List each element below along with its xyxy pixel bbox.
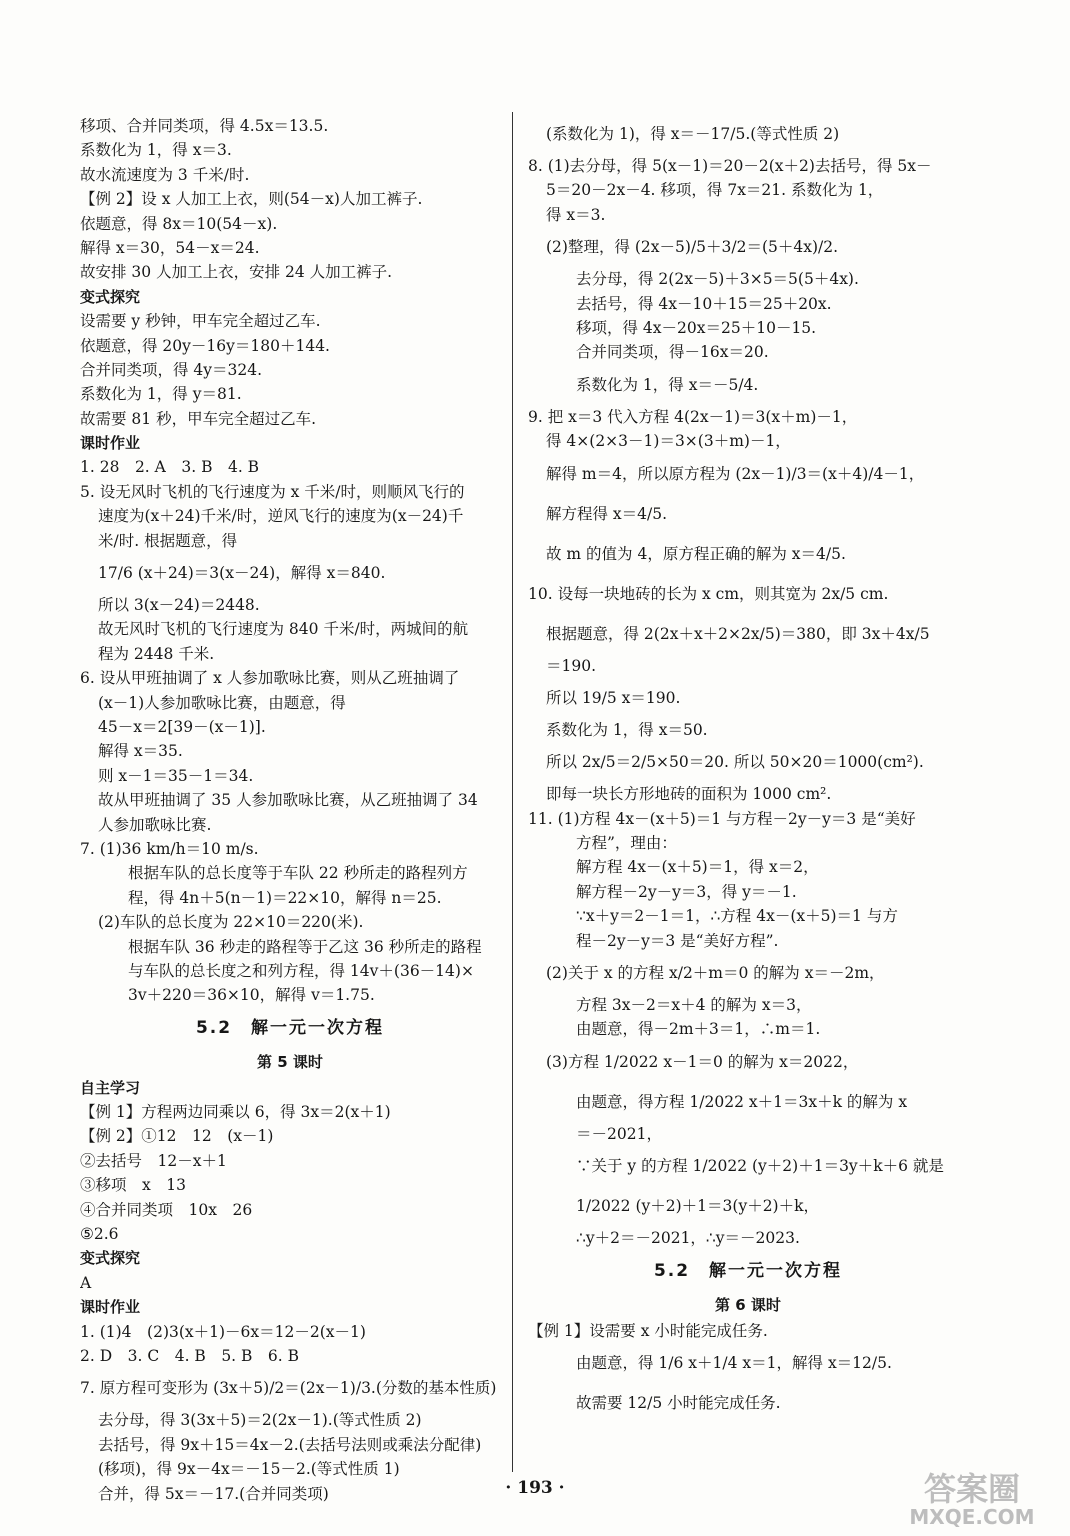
text-line: 由题意，得－2m＋3＝1，∴m＝1. xyxy=(576,1020,821,1039)
text-line: 速度为(x＋24)千米/时，逆风飞行的速度为(x－24)千 xyxy=(98,507,464,526)
text-line: A xyxy=(80,1273,92,1292)
text-line: 故 m 的值为 4，原方程正确的解为 x＝4/5. xyxy=(546,544,846,563)
text-line: 程－2y－y＝3 是“美好方程”. xyxy=(576,931,779,950)
text-line: (3)方程 1/2022 x－1＝0 的解为 x＝2022， xyxy=(546,1052,859,1071)
text-line: 由题意，得 1/6 x＋1/4 x＝1，解得 x＝12/5. xyxy=(576,1353,892,1372)
text-line: 方程”，理由： xyxy=(576,834,677,853)
text-line: 解方程－2y－y＝3，得 y＝－1. xyxy=(576,882,797,901)
text-line: 即每一块长方形地砖的面积为 1000 cm². xyxy=(546,785,832,804)
text-line: 解方程得 x＝4/5. xyxy=(546,504,668,523)
text-line: 程，得 4n＋5(n－1)＝22×10，解得 n＝25. xyxy=(128,888,442,907)
text-line: 第 6 课时 xyxy=(715,1295,781,1314)
text-line: 3v＋220＝36×10，解得 v＝1.75. xyxy=(128,986,375,1005)
text-line: ②去括号 12－x＋1 xyxy=(80,1151,227,1170)
text-line: 故需要 12/5 小时能完成任务. xyxy=(576,1393,781,1412)
text-line: ③移项 x 13 xyxy=(80,1176,186,1195)
text-line: 6. 设从甲班抽调了 x 人参加歌咏比赛，则从乙班抽调了 xyxy=(80,669,460,688)
text-line: 1. 28 2. A 3. B 4. B xyxy=(80,458,260,477)
text-line: ∴y＋2＝－2021，∴y＝－2023. xyxy=(576,1229,800,1248)
text-line: 系数化为 1，得 x＝－5/4. xyxy=(576,375,759,394)
text-line: 【例 1】设需要 x 小时能完成任务. xyxy=(528,1321,768,1340)
text-line: 移项，得 4x－20x＝25＋10－15. xyxy=(576,318,817,337)
text-line: 故水流速度为 3 千米/时. xyxy=(80,165,250,184)
text-line: 得 4×(2×3－1)＝3×(3＋m)－1， xyxy=(546,432,791,451)
text-line: 所以 3(x－24)＝2448. xyxy=(98,596,260,615)
text-line: 2. D 3. C 4. B 5. B 6. B xyxy=(80,1346,300,1365)
text-line: (系数化为 1)，得 x＝－17/5.(等式性质 2) xyxy=(546,125,840,143)
column-divider xyxy=(512,112,513,1472)
text-line: 【例 2】①12 12 (x－1) xyxy=(80,1127,274,1146)
text-line: 1/2022 (y＋2)＋1＝3(y＋2)＋k， xyxy=(576,1197,819,1216)
text-line: 系数化为 1，得 x＝3. xyxy=(80,141,232,160)
text-line: 米/时. 根据题意，得 xyxy=(98,531,238,550)
text-line: 第 5 课时 xyxy=(257,1052,323,1071)
text-line: (移项)，得 9x－4x＝－15－2.(等式性质 1) xyxy=(98,1460,400,1479)
text-line: 故安排 30 人加工上衣，安排 24 人加工裤子. xyxy=(80,263,393,282)
text-line: 解得 x＝35. xyxy=(98,742,183,761)
text-line: ∵关于 y 的方程 1/2022 (y＋2)＋1＝3y＋k＋6 就是 xyxy=(576,1157,944,1176)
text-line: 故无风时飞机的飞行速度为 840 千米/时，两城间的航 xyxy=(98,620,469,639)
text-line: 8. (1)去分母，得 5(x－1)＝20－2(x＋2)去括号，得 5x－ xyxy=(528,157,932,175)
text-line: ∵x＋y＝2－1＝1，∴方程 4x－(x＋5)＝1 与方 xyxy=(576,907,898,926)
text-line: 方程 3x－2＝x＋4 的解为 x＝3， xyxy=(576,996,812,1015)
text-line: 合并同类项，得－16x＝20. xyxy=(576,343,769,362)
text-line: 所以 19/5 x＝190. xyxy=(546,688,681,707)
text-line: 由题意，得方程 1/2022 x＋1＝3x＋k 的解为 x xyxy=(576,1092,908,1111)
right-column xyxy=(528,114,968,1423)
text-line: 7. (1)36 km/h＝10 m/s. xyxy=(80,839,259,858)
text-line: 变式探究 xyxy=(80,287,141,306)
text-line: ＝190. xyxy=(546,656,597,675)
text-line: ④合并同类项 10x 26 xyxy=(80,1200,253,1219)
text-line: 设需要 y 秒钟，甲车完全超过乙车. xyxy=(80,312,321,331)
text-line: 【例 2】设 x 人加工上衣，则(54－x)人加工裤子. xyxy=(80,190,423,209)
text-line: 则 x－1＝35－1＝34. xyxy=(98,766,254,785)
text-line: ⑤2.6 xyxy=(80,1225,119,1244)
watermark-top-text: 答案圈 xyxy=(923,1470,1021,1508)
text-line: 根据车队的总长度等于车队 22 秒所走的路程列方 xyxy=(128,864,468,883)
text-line: 依题意，得 20y－16y＝180＋144. xyxy=(80,336,330,355)
text-line: 10. 设每一块地砖的长为 x cm，则其宽为 2x/5 cm. xyxy=(528,584,889,603)
text-line: 1. (1)4 (2)3(x＋1)－6x＝12－2(x－1) xyxy=(80,1322,366,1341)
text-line: 去括号，得 4x－10＋15＝25＋20x. xyxy=(576,294,832,313)
text-line: 系数化为 1，得 x＝50. xyxy=(546,720,708,739)
text-line: 11. (1)方程 4x－(x＋5)＝1 与方程－2y－y＝3 是“美好 xyxy=(528,809,916,828)
text-line: 课时作业 xyxy=(80,434,141,453)
text-line: 5. 设无风时飞机的飞行速度为 x 千米/时，则顺风飞行的 xyxy=(80,482,465,501)
text-line: 合并同类项，得 4y＝324. xyxy=(80,360,263,379)
text-line: 所以 2x/5＝2/5×50＝20. 所以 50×20＝1000(cm²). xyxy=(546,753,924,772)
text-line: 5.2 解一元一次方程 xyxy=(195,1017,385,1038)
text-line: 变式探究 xyxy=(80,1249,141,1268)
text-line: (2)车队的总长度为 22×10＝220(米). xyxy=(98,913,364,932)
text-line: 根据车队 36 秒走的路程等于乙这 36 秒所走的路程 xyxy=(128,937,482,956)
text-line: 合并，得 5x＝－17.(合并同类项) xyxy=(98,1484,329,1503)
text-line: ＝－2021， xyxy=(576,1124,662,1143)
text-line: 课时作业 xyxy=(80,1298,141,1317)
text-line: 去分母，得 2(2x－5)＋3×5＝5(5＋4x). xyxy=(576,270,859,289)
text-line: 程为 2448 千米. xyxy=(98,644,215,663)
text-line: 故从甲班抽调了 35 人参加歌咏比赛，从乙班抽调了 34 xyxy=(98,791,478,810)
text-line: 得 x＝3. xyxy=(546,205,606,224)
text-line: 去分母，得 3(3x＋5)＝2(2x－1).(等式性质 2) xyxy=(98,1411,422,1430)
watermark-logo xyxy=(892,1466,1052,1528)
text-line: 去括号，得 9x＋15＝4x－2.(去括号法则或乘法分配律) xyxy=(98,1435,482,1454)
text-line: 5＝20－2x－4. 移项，得 7x＝21. 系数化为 1， xyxy=(546,181,884,200)
text-line: 7. 原方程可变形为 (3x＋5)/2＝(2x－1)/3.(分数的基本性质) xyxy=(80,1379,497,1398)
text-line: 解得 m＝4，所以原方程为 (2x－1)/3＝(x＋4)/4－1， xyxy=(546,464,925,483)
left-column xyxy=(80,114,500,1506)
text-line: 自主学习 xyxy=(80,1078,141,1097)
page-number: · 193 · xyxy=(505,1478,565,1498)
text-line: 根据题意，得 2(2x＋x＋2×2x/5)＝380，即 3x＋4x/5 xyxy=(546,624,930,643)
text-line: 与车队的总长度之和列方程，得 14v＋(36－14)× xyxy=(128,961,474,980)
text-line: (2)关于 x 的方程 x/2＋m＝0 的解为 x＝－2m， xyxy=(546,964,885,983)
text-line: 【例 1】方程两边同乘以 6，得 3x＝2(x＋1) xyxy=(80,1103,391,1122)
text-line: 移项、合并同类项，得 4.5x＝13.5. xyxy=(80,117,329,135)
text-line: 17/6 (x＋24)＝3(x－24)，解得 x＝840. xyxy=(98,564,386,583)
watermark-bottom-text: MXQE.COM xyxy=(909,1505,1035,1528)
text-line: 故需要 81 秒，甲车完全超过乙车. xyxy=(80,409,317,428)
text-line: 依题意，得 8x＝10(54－x). xyxy=(80,214,278,233)
text-line: 人参加歌咏比赛. xyxy=(98,815,212,834)
text-line: (x－1)人参加歌咏比赛，由题意，得 xyxy=(98,693,346,712)
text-line: 解方程 4x－(x＋5)＝1，得 x＝2， xyxy=(576,858,819,877)
text-line: (2)整理，得 (2x－5)/5＋3/2＝(5＋4x)/2. xyxy=(546,238,839,257)
text-line: 解得 x＝30，54－x＝24. xyxy=(80,238,260,257)
text-line: 系数化为 1，得 y＝81. xyxy=(80,385,242,404)
text-line: 5.2 解一元一次方程 xyxy=(653,1260,843,1281)
text-line: 45－x＝2[39－(x－1)]. xyxy=(98,717,266,736)
text-line: 9. 把 x＝3 代入方程 4(2x－1)＝3(x＋m)－1， xyxy=(528,407,858,426)
